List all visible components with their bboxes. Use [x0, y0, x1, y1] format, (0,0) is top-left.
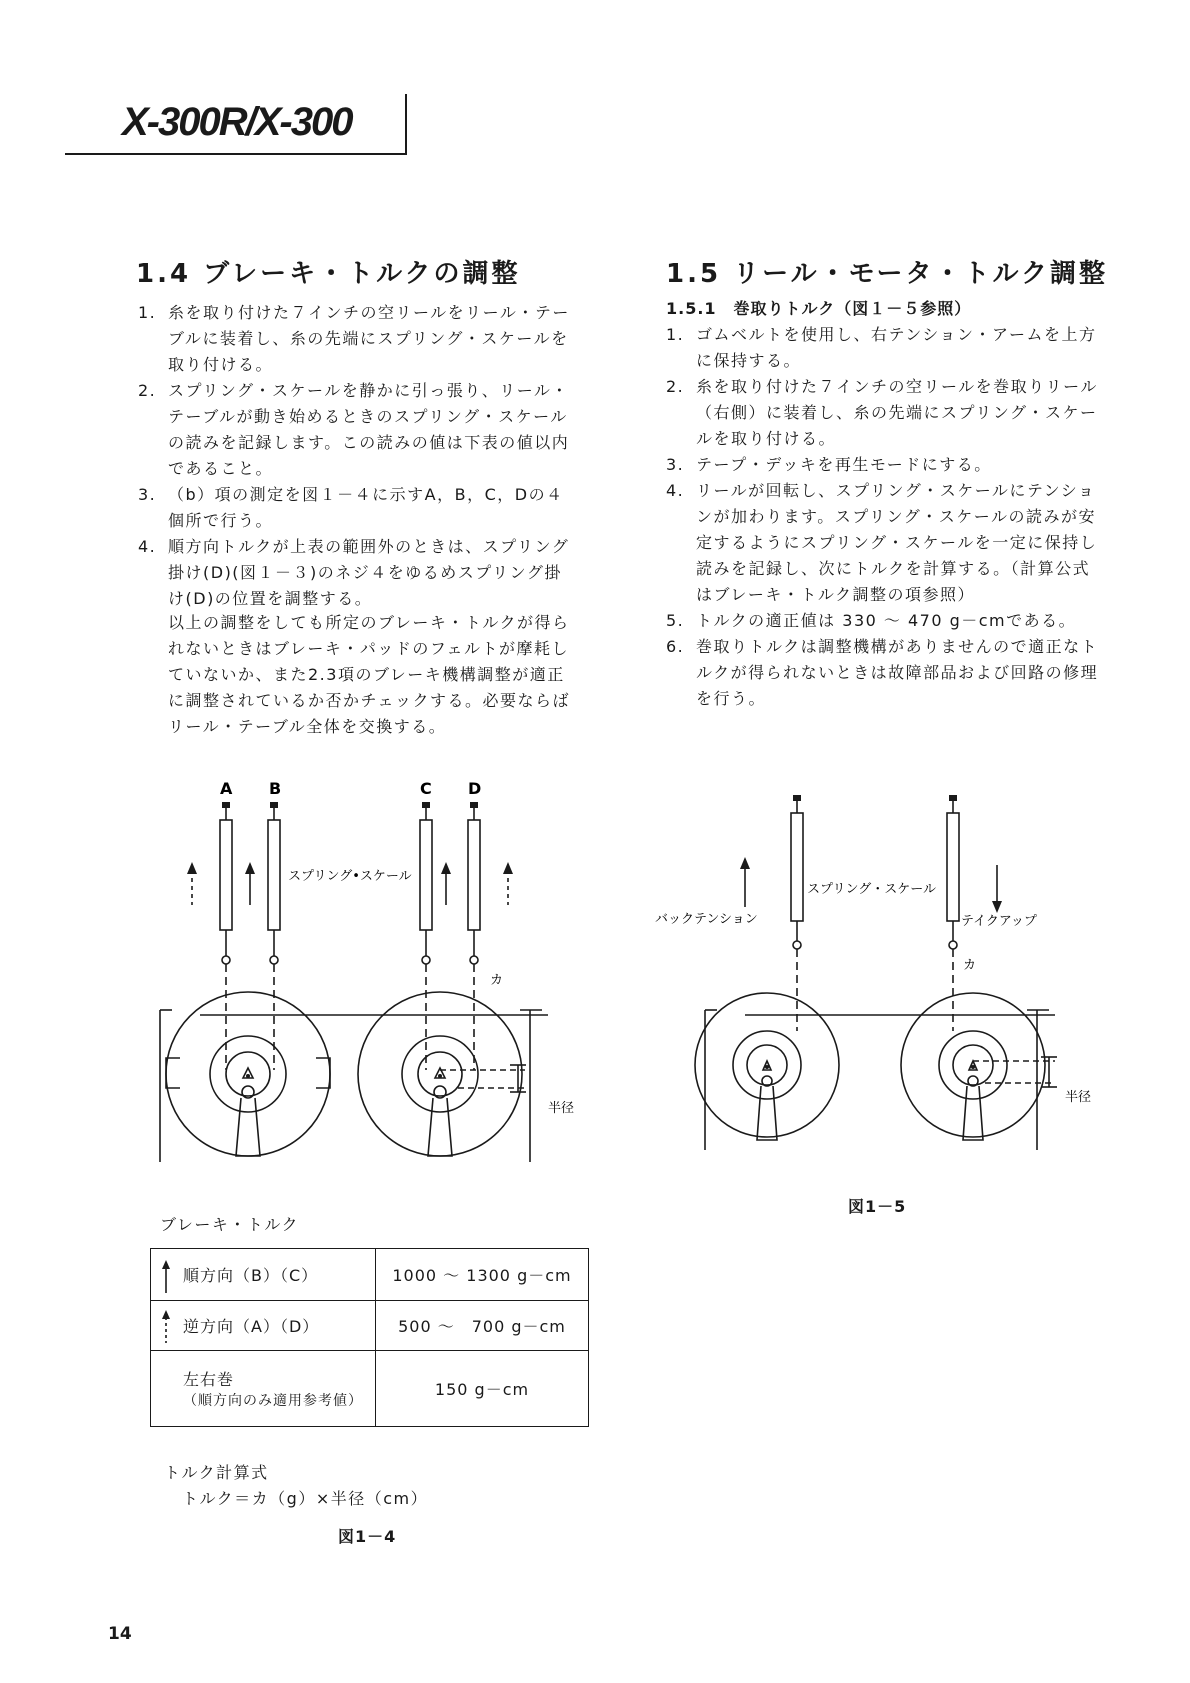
figure-1-5-caption: 図1－5 [848, 1197, 907, 1216]
formula: トルク＝カ（g）×半径（cm） [182, 1489, 429, 1508]
step-number: 2. [666, 377, 685, 396]
list-item [138, 300, 578, 378]
model-title: X-300R/X-300 [122, 100, 352, 144]
step-text: ゴムベルトを使用し、右テンション・アームを上方に保持する。 [696, 325, 1097, 370]
label-back-tension: バックテンション [655, 912, 758, 927]
subsection-1-5-1-title: 1.5.1 巻取りトルク（図１－５参照） [666, 299, 972, 318]
step-text: 糸を取り付けた７インチの空リールを巻取りリール（右側）に装着し、糸の先端にスプリング・スケールを取り付ける。 [696, 377, 1098, 448]
label-d: D [468, 779, 482, 798]
step-text: 順方向トルクが上表の範囲外のときは、スプリング掛け(D)(図１－３)のネジ４をゆるめスプリング掛け(D)の位置を調整する。 [168, 537, 570, 608]
section-1-5-steps [666, 322, 1106, 712]
step-text: テープ・デッキを再生モードにする。 [696, 455, 992, 474]
table-cell-label: 左右巻 （順方向のみ適用参考値） [151, 1351, 376, 1427]
list-item [666, 634, 1106, 712]
brake-torque-table [150, 1248, 589, 1427]
step-text: 糸を取り付けた７インチの空リールをリール・テーブルに装着し、糸の先端にスプリング・スケールを取り付ける。 [168, 303, 570, 374]
header-vertical-rule [405, 94, 407, 154]
step-number: 1. [138, 303, 157, 322]
label-c: C [420, 779, 432, 798]
solid-arrow-icon [161, 1259, 171, 1293]
section-1-4-title: 1.4 ブレーキ・トルクの調整 [136, 259, 521, 289]
label-force: カ [490, 973, 504, 988]
step-text: （b）項の測定を図１－４に示すA，B，C，Dの４個所で行う。 [168, 485, 564, 530]
label-radius: 半径 [1065, 1090, 1092, 1105]
step-number: 1. [666, 325, 685, 344]
list-item [666, 608, 1106, 634]
step-text: トルクの適正値は 330 ～ 470 g－cmである。 [696, 611, 1077, 630]
step-number: 4. [666, 481, 685, 500]
label-spring-scale: スプリング•スケール [288, 869, 412, 884]
step-text: スプリング・スケールを静かに引っ張り、リール・テーブルが動き始めるときのスプリング・スケールの読みを記録します。この読みの値は下表の値以内であること。 [168, 381, 570, 478]
page-number: 14 [108, 1624, 132, 1644]
list-item [666, 452, 1106, 478]
figure-1-4-diagram [150, 770, 610, 1170]
step-number: 3. [138, 485, 157, 504]
section-1-4-note: 以上の調整をしても所定のブレーキ・トルクが得られないときはブレーキ・パッドのフェルトが摩耗していないか、また2.3項のブレーキ機構調整が適正に調整されているか否かチェックする。必要ならばリール・テーブル全体を交換する。 [168, 613, 571, 736]
figure-1-4-caption: 図1－4 [338, 1527, 397, 1546]
list-item [666, 374, 1106, 452]
formula-title: トルク計算式 [164, 1463, 269, 1482]
label-a: A [220, 779, 233, 798]
step-text: リールが回転し、スプリング・スケールにテンションが加わります。スプリング・スケールの読みが安定するようにスプリング・スケールを一定に保持し読みを記録し、次にトルクを計算する。（計算公式はブレーキ・トルク調整の項参照） [696, 481, 1098, 604]
list-item [138, 534, 578, 612]
table-row [151, 1351, 589, 1427]
label-take-up: テイクアップ [961, 914, 1037, 929]
table-title: ブレーキ・トルク [160, 1215, 300, 1234]
list-item [138, 378, 578, 482]
dashed-arrow-icon [161, 1309, 171, 1343]
list-item [138, 482, 578, 534]
label-spring-scale: スプリング・スケール [807, 882, 936, 897]
list-item [666, 478, 1106, 608]
table-cell-value: 500 ～ 700 g－cm [376, 1301, 589, 1351]
step-number: 5. [666, 611, 685, 630]
step-number: 2. [138, 381, 157, 400]
figure-1-5-diagram [655, 795, 1115, 1160]
header-rule [65, 153, 407, 155]
label-force: カ [963, 958, 977, 973]
table-cell-value: 1000 ～ 1300 g－cm [376, 1249, 589, 1301]
label-radius: 半径 [548, 1101, 575, 1116]
label-b: B [269, 779, 282, 798]
section-1-4-steps [138, 300, 578, 612]
step-number: 3. [666, 455, 685, 474]
section-1-5-title: 1.5 リール・モータ・トルク調整 [666, 259, 1109, 289]
table-row [151, 1249, 589, 1301]
table-cell-value: 150 g－cm [376, 1351, 589, 1427]
table-row [151, 1301, 589, 1351]
table-cell-label: 逆方向（A）（D） [151, 1301, 376, 1351]
step-text: 巻取りトルクは調整機構がありませんので適正なトルクが得られないときは故障部品および回路の修理を行う。 [696, 637, 1099, 708]
step-number: 4. [138, 537, 157, 556]
step-number: 6. [666, 637, 685, 656]
table-cell-label: 順方向（B）（C） [151, 1249, 376, 1301]
list-item [666, 322, 1106, 374]
